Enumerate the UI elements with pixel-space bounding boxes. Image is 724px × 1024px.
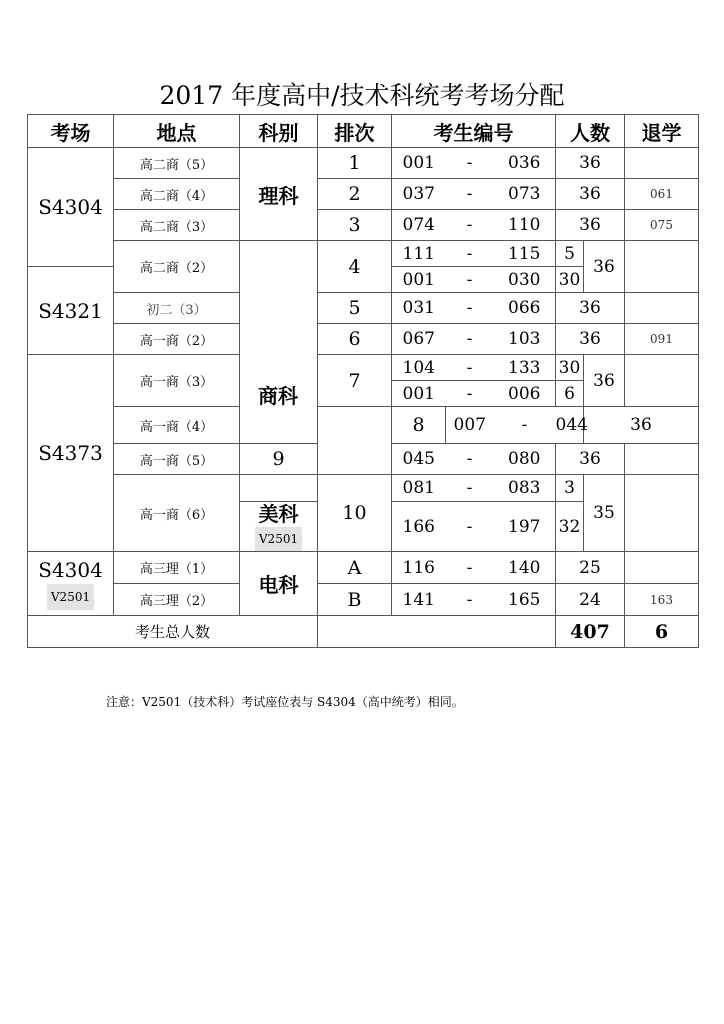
- table-row: [28, 210, 699, 241]
- id-from: 166: [392, 502, 446, 552]
- id-dash: -: [446, 210, 494, 241]
- id-dash: -: [446, 552, 494, 584]
- location-cell: 高二商（3）: [114, 210, 240, 241]
- total-blank: [318, 616, 556, 648]
- id-dash: -: [446, 267, 494, 293]
- withdrawn-cell: 091: [625, 324, 699, 355]
- subject-commerce-gap: [240, 475, 318, 502]
- session-cell: 1: [318, 148, 392, 179]
- location-cell: 初二（3）: [114, 293, 240, 324]
- id-to: 036: [494, 148, 556, 179]
- total-withdrawn: 6: [625, 616, 699, 648]
- id-to: 066: [494, 293, 556, 324]
- location-cell: 高一商（4）: [114, 407, 240, 444]
- id-to: 083: [494, 475, 556, 502]
- subject-commerce-upper: [240, 241, 318, 444]
- id-dash: -: [446, 502, 494, 552]
- exam-allocation-table: [27, 114, 699, 648]
- header-room: 考场: [28, 115, 114, 148]
- id-dash: -: [446, 355, 494, 381]
- count-cell: 36: [556, 179, 625, 210]
- id-from: 001: [392, 381, 446, 407]
- header-count: 人数: [556, 115, 625, 148]
- session-cell: 3: [318, 210, 392, 241]
- header-withdrawn: 退学: [625, 115, 699, 148]
- location-cell: 高一商（6）: [114, 475, 240, 552]
- id-dash: -: [446, 179, 494, 210]
- id-dash: -: [446, 293, 494, 324]
- id-to: 165: [494, 584, 556, 616]
- sub-count-cell: 5: [556, 241, 584, 267]
- id-from: 001: [392, 148, 446, 179]
- withdrawn-cell: [625, 444, 699, 475]
- id-to: 030: [494, 267, 556, 293]
- id-to: 140: [494, 552, 556, 584]
- id-dash: -: [446, 444, 494, 475]
- id-to: 133: [494, 355, 556, 381]
- session-cell: 10: [318, 475, 392, 552]
- count-cell: 36: [556, 444, 625, 475]
- count-cell: 36: [584, 407, 699, 444]
- id-from: 031: [392, 293, 446, 324]
- withdrawn-cell: 075: [625, 210, 699, 241]
- withdrawn-cell: 061: [625, 179, 699, 210]
- location-cell: 高二商（4）: [114, 179, 240, 210]
- room-s4304-v2501: [28, 552, 114, 616]
- id-to: 115: [494, 241, 556, 267]
- count-cell: 24: [556, 584, 625, 616]
- table-row: [28, 179, 699, 210]
- id-to: 044: [556, 407, 584, 444]
- count-cell: 36: [556, 293, 625, 324]
- session-cell: B: [318, 584, 392, 616]
- count-cell: 36: [556, 210, 625, 241]
- subject-art-label: 美科: [258, 501, 299, 526]
- table-row: [28, 241, 699, 267]
- count-cell: 36: [584, 355, 625, 407]
- table-row: [28, 324, 699, 355]
- subject-art-tag: V2501: [255, 527, 302, 551]
- count-cell: 36: [556, 324, 625, 355]
- sub-count-cell: 6: [556, 381, 584, 407]
- total-row: [28, 616, 699, 648]
- count-cell: 36: [584, 241, 625, 293]
- room-s4373: S4373: [28, 355, 114, 552]
- id-dash: -: [446, 324, 494, 355]
- page-title: 2017 年度高中/技术科统考考场分配: [159, 81, 565, 110]
- session-cell: 5: [318, 293, 392, 324]
- withdrawn-cell: [625, 293, 699, 324]
- header-subject: 科别: [240, 115, 318, 148]
- id-to: 110: [494, 210, 556, 241]
- session-cell: 8: [392, 407, 446, 444]
- id-from: 116: [392, 552, 446, 584]
- table-row: [28, 552, 699, 584]
- subject-science: 理科: [240, 148, 318, 241]
- id-dash: -: [446, 241, 494, 267]
- id-from: 141: [392, 584, 446, 616]
- id-dash: -: [446, 381, 494, 407]
- header-location: 地点: [114, 115, 240, 148]
- withdrawn-cell: [625, 355, 699, 407]
- header-session: 排次: [318, 115, 392, 148]
- id-from: 074: [392, 210, 446, 241]
- location-cell: 高二商（5）: [114, 148, 240, 179]
- id-from: 111: [392, 241, 446, 267]
- id-dash: -: [446, 584, 494, 616]
- sub-count-cell: 3: [556, 475, 584, 502]
- location-cell: 高三理（2）: [114, 584, 240, 616]
- id-from: 104: [392, 355, 446, 381]
- room-tag: V2501: [47, 584, 94, 610]
- table-row: [28, 407, 699, 444]
- id-to: 080: [494, 444, 556, 475]
- id-from: 001: [392, 267, 446, 293]
- footnote: 注意：V2501（技术科）考试座位表与 S4304（高中统考）相同。: [106, 695, 464, 709]
- count-cell: 36: [556, 148, 625, 179]
- withdrawn-cell: [625, 552, 699, 584]
- session-cell: A: [318, 552, 392, 584]
- withdrawn-cell: [625, 148, 699, 179]
- total-label: 考生总人数: [28, 616, 318, 648]
- id-from: 037: [392, 179, 446, 210]
- session-cell: 6: [318, 324, 392, 355]
- withdrawn-cell: 163: [625, 584, 699, 616]
- session-cell: 7: [318, 355, 392, 407]
- id-to: 006: [494, 381, 556, 407]
- location-cell: 高一商（5）: [114, 444, 240, 475]
- location-cell: 高一商（2）: [114, 324, 240, 355]
- id-dash: -: [446, 475, 494, 502]
- table-row: [28, 293, 699, 324]
- total-count: 407: [556, 616, 625, 648]
- table-row: [28, 475, 699, 502]
- id-dash: -: [494, 407, 556, 444]
- session-cell: 9: [240, 444, 318, 475]
- id-to: 197: [494, 502, 556, 552]
- room-label: S4304: [38, 557, 103, 582]
- id-from: 081: [392, 475, 446, 502]
- session-cell: 4: [318, 241, 392, 293]
- session-cell: 2: [318, 179, 392, 210]
- table-row: [28, 584, 699, 616]
- table-row: [28, 355, 699, 381]
- id-dash: -: [446, 148, 494, 179]
- id-from: 045: [392, 444, 446, 475]
- subject-commerce: 商科: [258, 384, 298, 408]
- withdrawn-cell: [625, 475, 699, 552]
- id-to: 073: [494, 179, 556, 210]
- count-cell: 35: [584, 475, 625, 552]
- count-cell: 25: [556, 552, 625, 584]
- subject-electrical: 电科: [240, 552, 318, 616]
- subject-commerce-lower: [318, 407, 392, 475]
- table-row: [28, 148, 699, 179]
- id-to: 103: [494, 324, 556, 355]
- sub-count-cell: 32: [556, 502, 584, 552]
- location-cell: 高一商（3）: [114, 355, 240, 407]
- location-cell: 高三理（1）: [114, 552, 240, 584]
- withdrawn-cell: [625, 241, 699, 293]
- table-header-row: [28, 115, 699, 148]
- location-cell: 高二商（2）: [114, 241, 240, 293]
- sub-count-cell: 30: [556, 267, 584, 293]
- room-s4304: S4304: [28, 148, 114, 267]
- subject-art: [240, 502, 318, 552]
- id-from: 067: [392, 324, 446, 355]
- header-id-range: 考生编号: [392, 115, 556, 148]
- id-from: 007: [446, 407, 494, 444]
- room-s4321: S4321: [28, 267, 114, 355]
- sub-count-cell: 30: [556, 355, 584, 381]
